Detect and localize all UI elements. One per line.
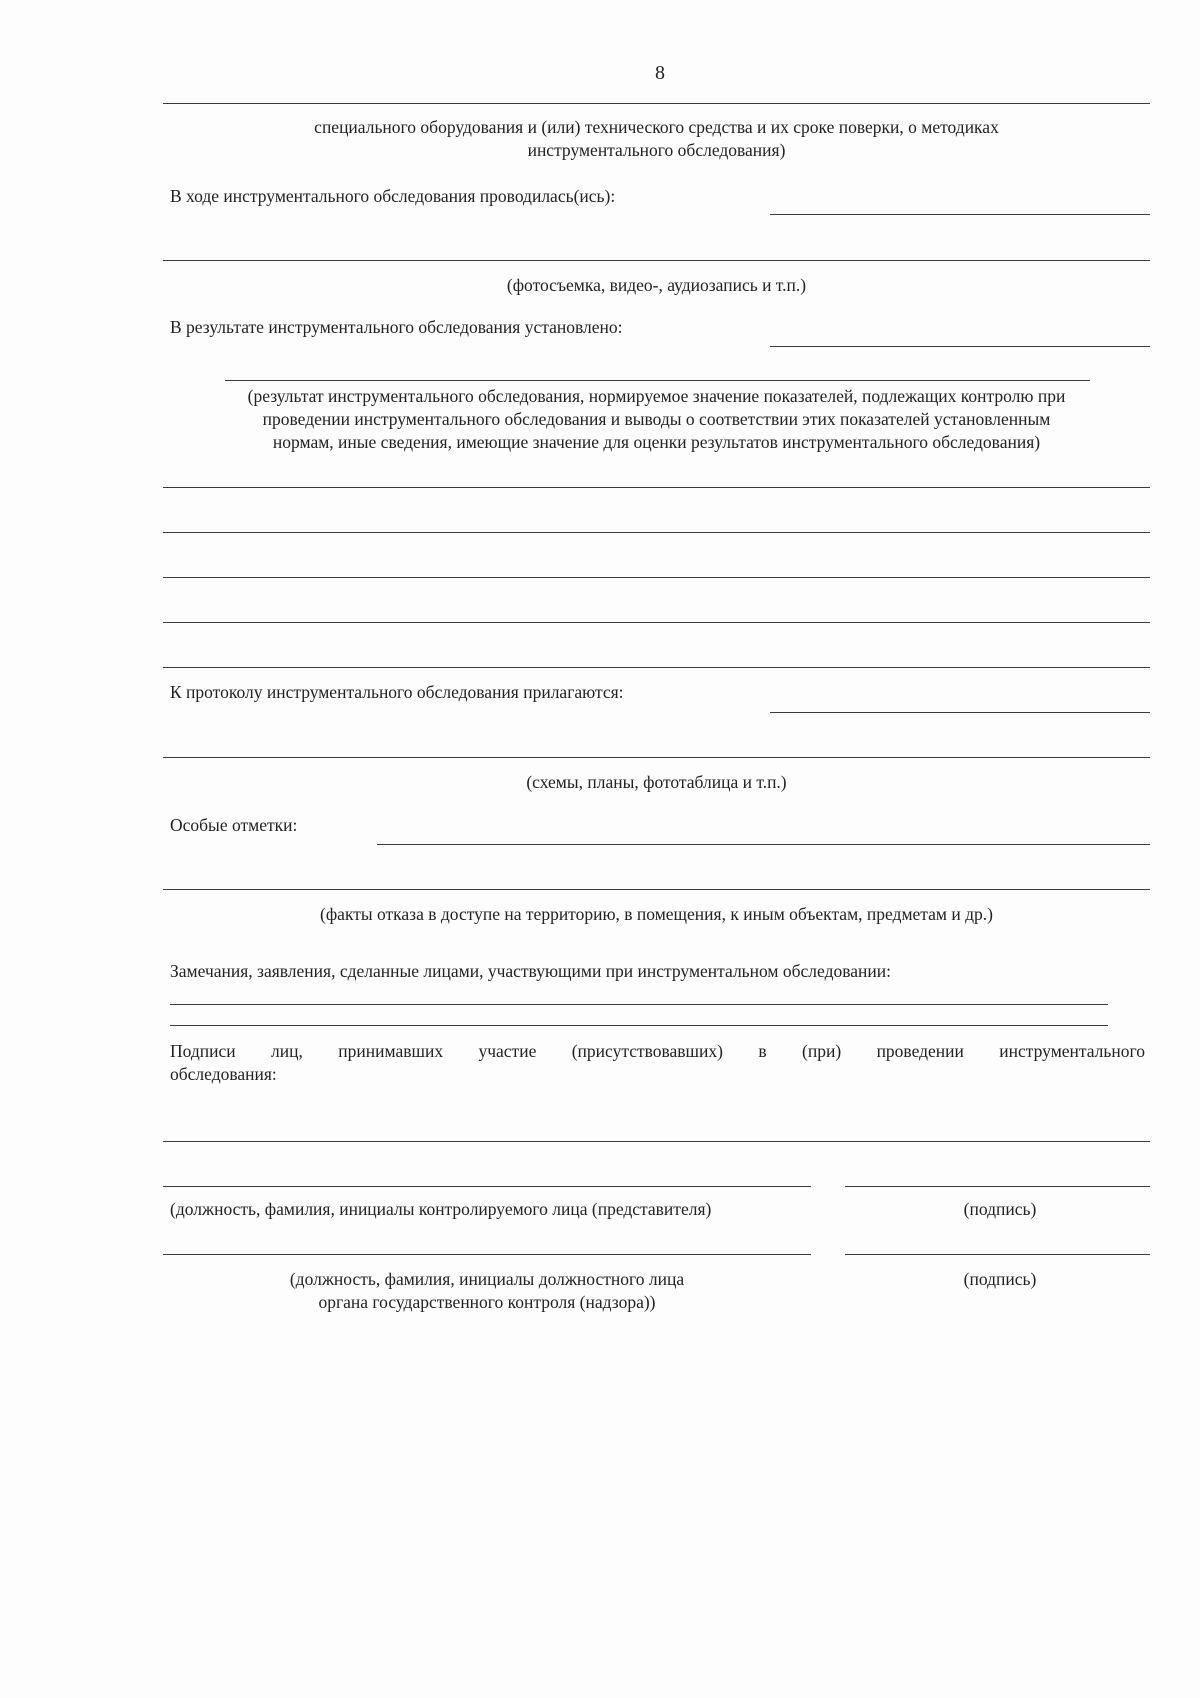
signatures-intro-word: инструментального bbox=[999, 1041, 1146, 1061]
controlled-person-line[interactable] bbox=[163, 1186, 811, 1187]
conducted-input-line[interactable] bbox=[770, 214, 1150, 215]
signatures-intro-word: принимавших bbox=[338, 1041, 444, 1061]
result-label: В результате инструментального обследования установлено: bbox=[170, 317, 623, 337]
special-notes-label: Особые отметки: bbox=[170, 815, 298, 835]
result-text-line-3[interactable] bbox=[163, 577, 1150, 578]
result-text-line-4[interactable] bbox=[163, 622, 1150, 623]
official-caption-line2: органа государственного контроля (надзора)) bbox=[318, 1292, 656, 1312]
signature-2-line[interactable] bbox=[845, 1254, 1150, 1255]
conducted-hint: (фотосъемка, видео-, аудиозапись и т.п.) bbox=[506, 275, 807, 295]
signatures-intro-word: лиц, bbox=[271, 1041, 303, 1061]
official-caption-line1: (должность, фамилия, инициалы должностного лица bbox=[289, 1269, 685, 1289]
signatures-intro-line1 bbox=[170, 1040, 1145, 1062]
attachments-input-line[interactable] bbox=[770, 712, 1150, 713]
controlled-person-caption: (должность, фамилия, инициалы контролируемого лица (представителя) bbox=[170, 1199, 712, 1219]
page-number: 8 bbox=[655, 62, 665, 84]
conducted-label: В ходе инструментального обследования проводилась(ись): bbox=[170, 186, 616, 206]
result-input-line-2[interactable] bbox=[225, 380, 1090, 381]
result-hint-line2: проведении инструментального обследования и выводы о соответствии этих показателей установленным bbox=[262, 409, 1051, 429]
attachments-hint: (схемы, планы, фототаблица и т.п.) bbox=[526, 772, 787, 792]
remarks-label: Замечания, заявления, сделанные лицами, участвующими при инструментальном обследовании: bbox=[170, 961, 891, 981]
signatures-intro-word: Подписи bbox=[170, 1041, 236, 1061]
signatures-intro-line2: обследования: bbox=[170, 1064, 277, 1084]
signatures-intro-word: (присутствовавших) bbox=[571, 1041, 723, 1061]
signatures-intro-word: проведении bbox=[876, 1041, 964, 1061]
special-notes-input-line-2[interactable] bbox=[163, 889, 1150, 890]
signatures-input-line[interactable] bbox=[163, 1141, 1150, 1142]
signature-1-line[interactable] bbox=[845, 1186, 1150, 1187]
remarks-input-line-2[interactable] bbox=[170, 1025, 1108, 1026]
signature-1-caption: (подпись) bbox=[963, 1199, 1037, 1219]
header-continuation-line1: специального оборудования и (или) технического средства и их сроке поверки, о методиках bbox=[314, 117, 999, 137]
conducted-input-line-2[interactable] bbox=[163, 260, 1150, 261]
attachments-label: К протоколу инструментального обследования прилагаются: bbox=[170, 682, 624, 702]
signatures-intro-word: участие bbox=[478, 1041, 537, 1061]
special-notes-hint: (факты отказа в доступе на территорию, в помещения, к иным объектам, предметам и др.) bbox=[320, 904, 993, 924]
signature-2-caption: (подпись) bbox=[963, 1269, 1037, 1289]
header-rule bbox=[163, 103, 1150, 104]
result-hint-line1: (результат инструментального обследования, нормируемое значение показателей, подлежащих контролю при bbox=[247, 386, 1066, 406]
attachments-input-line-2[interactable] bbox=[163, 757, 1150, 758]
signatures-intro-word: в bbox=[758, 1041, 767, 1061]
header-continuation-line2: инструментального обследования) bbox=[527, 140, 786, 160]
special-notes-input-line[interactable] bbox=[377, 844, 1150, 845]
official-line[interactable] bbox=[163, 1254, 811, 1255]
signatures-intro-word: (при) bbox=[802, 1041, 842, 1061]
result-input-line[interactable] bbox=[770, 346, 1150, 347]
result-text-line-5[interactable] bbox=[163, 667, 1150, 668]
result-text-line-1[interactable] bbox=[163, 487, 1150, 488]
result-hint-line3: нормам, иные сведения, имеющие значение для оценки результатов инструментального обследования) bbox=[272, 432, 1041, 452]
result-text-line-2[interactable] bbox=[163, 532, 1150, 533]
remarks-input-line-1[interactable] bbox=[170, 1004, 1108, 1005]
